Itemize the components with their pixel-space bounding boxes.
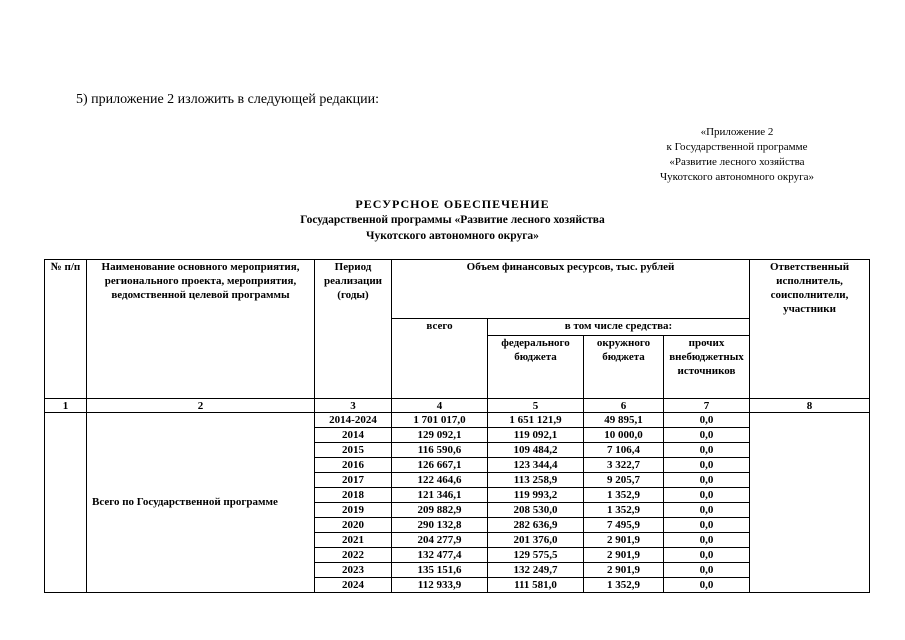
cell-federal: 282 636,9: [488, 518, 584, 533]
cell-period: 2016: [315, 458, 392, 473]
cell-federal: 129 575,5: [488, 548, 584, 563]
cell-federal: 113 258,9: [488, 473, 584, 488]
column-number: 7: [664, 399, 750, 413]
cell-period: 2014-2024: [315, 413, 392, 428]
cell-district: 1 352,9: [584, 503, 664, 518]
cell-period: 2014: [315, 428, 392, 443]
column-number: 1: [45, 399, 87, 413]
cell-district: 9 205,7: [584, 473, 664, 488]
cell-federal: 109 484,2: [488, 443, 584, 458]
cell-district: 1 352,9: [584, 488, 664, 503]
cell-total: 135 151,6: [392, 563, 488, 578]
cell-other: 0,0: [664, 503, 750, 518]
cell-other: 0,0: [664, 578, 750, 593]
cell-period: 2020: [315, 518, 392, 533]
column-number: 5: [488, 399, 584, 413]
header-name: Наименование основного мероприятия, регионального проекта, мероприятия, ведомственной целевой программы: [87, 260, 315, 399]
appendix-line: к Государственной программе: [666, 141, 808, 153]
cell-period: 2019: [315, 503, 392, 518]
intro-text: 5) приложение 2 изложить в следующей редакции:: [76, 92, 379, 107]
cell-other: 0,0: [664, 548, 750, 563]
cell-period: 2017: [315, 473, 392, 488]
column-number-row: [45, 399, 870, 413]
cell-federal: 119 993,2: [488, 488, 584, 503]
header-num: № п/п: [45, 260, 87, 399]
column-number: 3: [315, 399, 392, 413]
header-including: в том числе средства:: [488, 319, 750, 336]
column-number: 2: [87, 399, 315, 413]
header-responsible: Ответственный исполнитель, соисполнители, участники: [750, 260, 870, 399]
appendix-line: Чукотского автономного округа»: [660, 171, 814, 183]
program-total-label: Всего по Государственной программе: [87, 413, 315, 593]
appendix-line: «Приложение 2: [700, 126, 774, 138]
title-line-1: РЕСУРСНОЕ ОБЕСПЕЧЕНИЕ: [355, 197, 550, 211]
cell-district: 2 901,9: [584, 533, 664, 548]
column-number: 6: [584, 399, 664, 413]
header-volume: Объем финансовых ресурсов, тыс. рублей: [392, 260, 750, 319]
cell-total: 112 933,9: [392, 578, 488, 593]
cell-federal: 111 581,0: [488, 578, 584, 593]
cell-total: 126 667,1: [392, 458, 488, 473]
cell-other: 0,0: [664, 533, 750, 548]
cell-federal: 119 092,1: [488, 428, 584, 443]
cell-other: 0,0: [664, 488, 750, 503]
cell-district: 7 106,4: [584, 443, 664, 458]
resource-table: [44, 259, 870, 593]
appendix-note: [607, 125, 867, 185]
document-title: [0, 196, 905, 244]
cell-total: 132 477,4: [392, 548, 488, 563]
cell-other: 0,0: [664, 443, 750, 458]
row-number-cell: [45, 413, 87, 593]
cell-district: 2 901,9: [584, 563, 664, 578]
cell-total: 209 882,9: [392, 503, 488, 518]
cell-total: 121 346,1: [392, 488, 488, 503]
header-district: окружного бюджета: [584, 336, 664, 399]
cell-period: 2015: [315, 443, 392, 458]
header-federal: федерального бюджета: [488, 336, 584, 399]
cell-federal: 132 249,7: [488, 563, 584, 578]
column-number: 4: [392, 399, 488, 413]
table-row: [45, 413, 870, 428]
cell-district: 3 322,7: [584, 458, 664, 473]
cell-district: 49 895,1: [584, 413, 664, 428]
cell-district: 10 000,0: [584, 428, 664, 443]
cell-federal: 208 530,0: [488, 503, 584, 518]
cell-period: 2018: [315, 488, 392, 503]
header-period: Период реализации (годы): [315, 260, 392, 399]
cell-other: 0,0: [664, 473, 750, 488]
header-other: прочих внебюджетных источников: [664, 336, 750, 399]
cell-total: 122 464,6: [392, 473, 488, 488]
cell-federal: 123 344,4: [488, 458, 584, 473]
cell-district: 7 495,9: [584, 518, 664, 533]
cell-total: 290 132,8: [392, 518, 488, 533]
cell-total: 129 092,1: [392, 428, 488, 443]
cell-other: 0,0: [664, 518, 750, 533]
cell-federal: 201 376,0: [488, 533, 584, 548]
cell-other: 0,0: [664, 428, 750, 443]
cell-period: 2022: [315, 548, 392, 563]
title-line-3: Чукотского автономного округа»: [366, 230, 539, 242]
cell-total: 1 701 017,0: [392, 413, 488, 428]
appendix-line: «Развитие лесного хозяйства: [669, 156, 805, 168]
cell-period: 2021: [315, 533, 392, 548]
cell-period: 2024: [315, 578, 392, 593]
cell-other: 0,0: [664, 458, 750, 473]
cell-district: 2 901,9: [584, 548, 664, 563]
cell-other: 0,0: [664, 413, 750, 428]
cell-total: 116 590,6: [392, 443, 488, 458]
column-number: 8: [750, 399, 870, 413]
cell-federal: 1 651 121,9: [488, 413, 584, 428]
cell-total: 204 277,9: [392, 533, 488, 548]
cell-period: 2023: [315, 563, 392, 578]
responsible-cell: [750, 413, 870, 593]
cell-district: 1 352,9: [584, 578, 664, 593]
header-total: всего: [392, 319, 488, 399]
title-line-2: Государственной программы «Развитие лесного хозяйства: [300, 214, 605, 226]
cell-other: 0,0: [664, 563, 750, 578]
